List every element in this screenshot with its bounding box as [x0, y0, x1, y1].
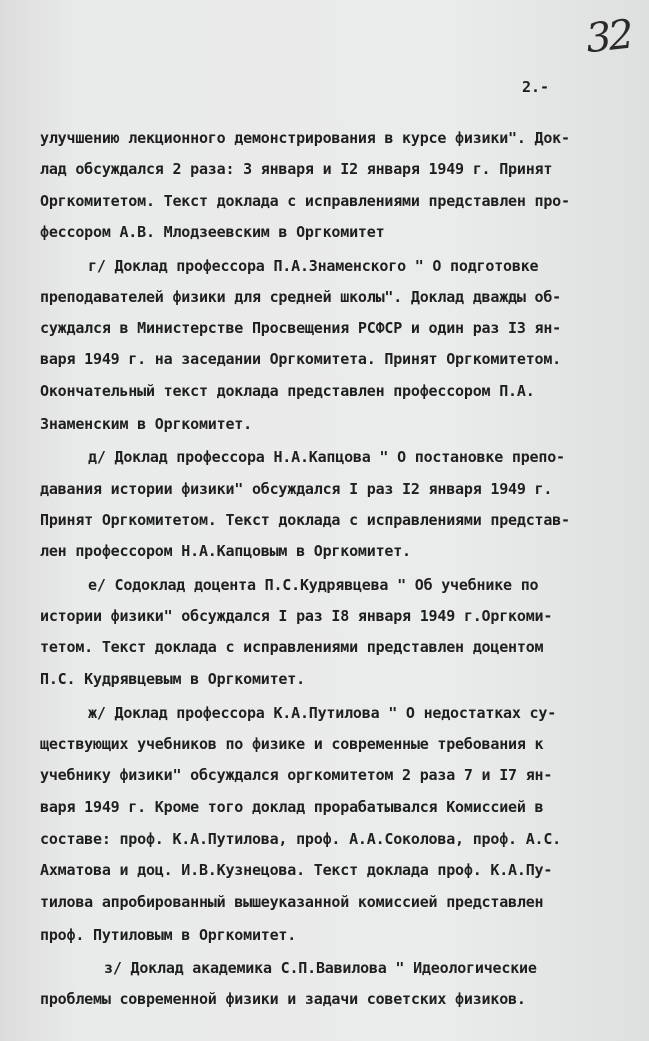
text-line: проф. Путиловым в Оргкомитет.: [40, 926, 297, 944]
text-line: фессором А.В. Млодзеевским в Оргкомитет: [40, 223, 385, 241]
text-line: П.С. Кудрявцевым в Оргкомитет.: [40, 670, 305, 688]
text-line: преподавателей физики для средней школы". Доклад дважды об-: [40, 288, 562, 306]
text-line: давания истории физики" обсуждался I раз I2 января 1949 г.: [40, 480, 553, 498]
text-line: Ахматова и доц. И.В.Кузнецова. Текст доклада проф. К.А.Пу-: [40, 861, 553, 879]
text-line: тилова апробированный вышеуказанной комиссией представлен: [40, 893, 544, 911]
handwritten-page-number: 32: [583, 11, 634, 63]
text-line: г/ Доклад профессора П.А.Знаменского " О подготовке: [88, 257, 539, 275]
text-line: Окончательный текст доклада представлен профессором П.А.: [40, 382, 535, 400]
text-line: д/ Доклад профессора Н.А.Капцова " О постановке препо-: [88, 448, 565, 466]
text-line: ществующих учебников по физике и современные требования к: [40, 735, 544, 753]
text-line: ж/ Доклад профессора К.А.Путилова " О недостатках су-: [88, 704, 557, 722]
text-line: проблемы современной физики и задачи советских физиков.: [40, 990, 526, 1008]
text-line: учебнику физики" обсуждался оргкомитетом 2 раза 7 и I7 ян-: [40, 766, 553, 784]
page-number: 2.-: [522, 78, 550, 96]
text-line: Принят Оргкомитетом. Текст доклада с исправлениями представ-: [40, 511, 570, 529]
text-line: Знаменским в Оргкомитет.: [40, 415, 252, 433]
text-line: варя 1949 г. Кроме того доклад прорабатывался Комиссией в: [40, 798, 544, 816]
text-line: лад обсуждался 2 раза: 3 января и I2 января 1949 г. Принят: [40, 160, 553, 178]
text-line: з/ Доклад академика С.П.Вавилова " Идеологические: [104, 959, 537, 977]
text-line: тетом. Текст доклада с исправлениями представлен доцентом: [40, 638, 544, 656]
text-line: улучшению лекционного демонстрирования в курсе физики". Док-: [40, 129, 570, 147]
text-line: лен профессором Н.А.Капцовым в Оргкомитет.: [40, 542, 411, 560]
text-line: варя 1949 г. на заседании Оргкомитета. Принят Оргкомитетом.: [40, 350, 562, 368]
text-line: составе: проф. К.А.Путилова, проф. А.А.Соколова, проф. А.С.: [40, 830, 562, 848]
text-line: е/ Содоклад доцента П.С.Кудрявцева " Об учебнике по: [88, 576, 539, 594]
text-line: истории физики" обсуждался I раз I8 января 1949 г.Оргкоми-: [40, 607, 553, 625]
text-line: Оргкомитетом. Текст доклада с исправлениями представлен про-: [40, 192, 570, 210]
text-line: суждался в Министерстве Просвещения РСФСР и один раз I3 ян-: [40, 319, 562, 337]
